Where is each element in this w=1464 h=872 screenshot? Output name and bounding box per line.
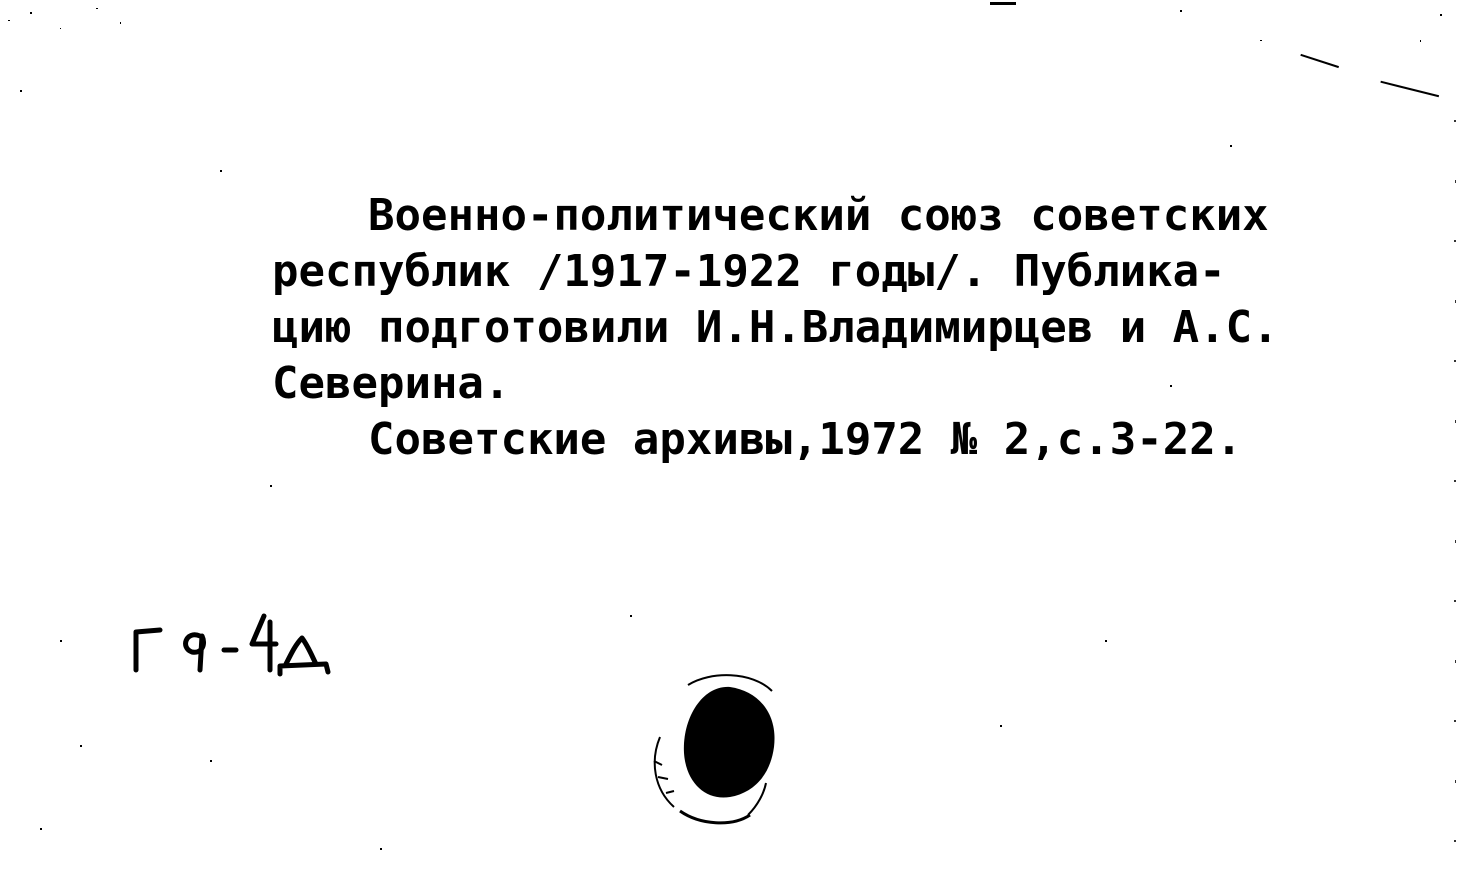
card-line-2: республик /1917-1922 годы/. Публика- [272,246,1226,297]
card-line-5: Советские архивы,1972 № 2,с.3-22. [368,414,1243,465]
handwritten-shelfmark [130,600,360,680]
punch-hole [640,665,800,840]
card-line-1: Военно-политический союз советских [368,190,1269,241]
card-line-4: Северина. [272,358,511,409]
card-text [272,188,1412,468]
card-line-3: цию подготовили И.Н.Владимирцев и А.С. [272,302,1279,353]
